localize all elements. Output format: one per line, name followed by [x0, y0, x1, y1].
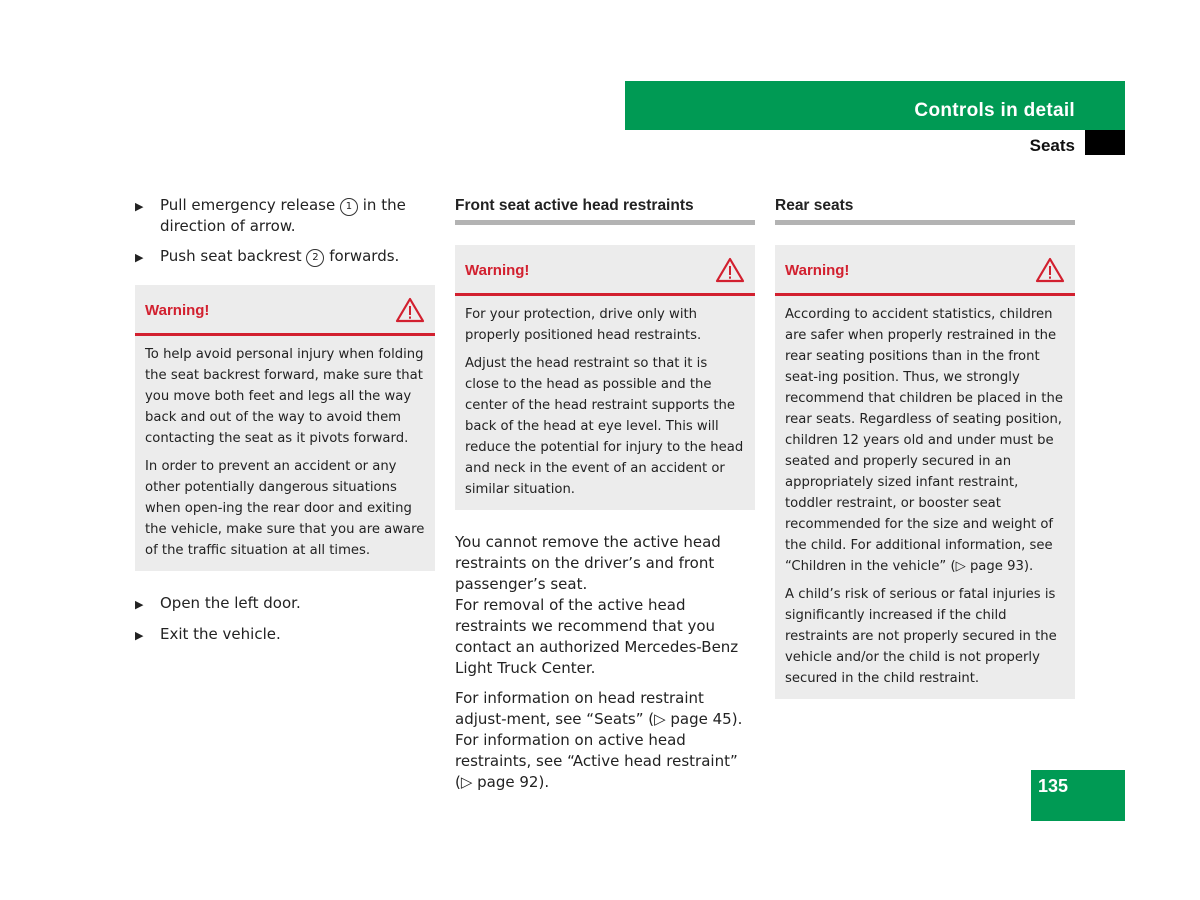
step-text: Pull emergency release 1 in the direction of arrow. — [160, 196, 406, 235]
bullet-arrow-icon: ▶ — [135, 598, 144, 611]
warning-label: Warning! — [465, 261, 530, 279]
warning-triangle-icon — [715, 257, 745, 283]
bullet-arrow-icon: ▶ — [135, 251, 144, 264]
warning-paragraph: A child’s risk of serious or fatal injuries is significantly increased if the child restraints are not properly secured in the vehicle and/or the child is not properly secured in the child restraint. — [785, 587, 1057, 686]
warning-body — [775, 296, 1075, 699]
column-right — [775, 195, 1075, 721]
column-left — [135, 195, 435, 655]
instruction-step — [135, 246, 435, 268]
warning-paragraph: For your protection, drive only with properly positioned head restraints. — [465, 307, 702, 343]
warning-header — [775, 245, 1075, 296]
subsection-marker — [1085, 130, 1125, 155]
subsection-title: Seats — [1029, 136, 1075, 155]
warning-paragraph: In order to prevent an accident or any other potentially dangerous situations when open-ing the rear door and exiting the vehicle, make sure that you are aware of the traffic situation at all times. — [145, 459, 425, 558]
warning-box — [135, 285, 435, 571]
bullet-arrow-icon: ▶ — [135, 200, 144, 213]
warning-body — [455, 296, 755, 510]
section-title: Controls in detail — [914, 100, 1075, 121]
callout-marker: 2 — [306, 249, 324, 267]
callout-marker: 1 — [340, 198, 358, 216]
warning-label: Warning! — [785, 261, 850, 279]
warning-header — [135, 285, 435, 336]
instruction-step — [135, 195, 435, 237]
step-text: Open the left door. — [160, 594, 301, 612]
instruction-step — [135, 624, 435, 646]
warning-triangle-icon — [395, 297, 425, 323]
step-text: Push seat backrest 2 forwards. — [160, 247, 400, 265]
body-paragraph: For information on active head restraints, see “Active head restraint” (▷ page 92). — [455, 731, 738, 791]
warning-box — [455, 245, 755, 510]
warning-paragraph: Adjust the head restraint so that it is close to the head as possible and the center of the head restraint supports the back of the head at eye level. This will reduce the potential for injury to the head and neck in the event of an accident or similar situation. — [465, 356, 744, 497]
warning-box — [775, 245, 1075, 699]
warning-header — [455, 245, 755, 296]
warning-body — [135, 336, 435, 571]
column-middle — [455, 195, 755, 802]
instruction-step — [135, 593, 435, 615]
body-paragraph: For removal of the active head restraints we recommend that you contact an authorized Mercedes-Benz Light Truck Center. — [455, 596, 739, 677]
body-paragraph: For information on head restraint adjust-ment, see “Seats” (▷ page 45). — [455, 689, 743, 728]
page-number: 135 — [1038, 776, 1069, 796]
warning-paragraph: According to accident statistics, children are safer when properly restrained in the rear seating positions than in the front seat-ing position. Thus, we strongly recommend that children be placed in the rear seats. Regardless of seating position, children 12 years old and under must be seated and properly secured in an appropriately sized infant restraint, toddler restraint, or booster seat recommended for the size and weight of the child. For additional information, see “Children in the vehicle” (▷ page 93). — [785, 307, 1063, 574]
warning-paragraph: To help avoid personal injury when folding the seat backrest forward, make sure that you move both feet and legs all the way back and out of the way to avoid them contacting the seat as it pivots forward. — [145, 347, 424, 446]
warning-label: Warning! — [145, 301, 210, 319]
section-heading: Front seat active head restraints — [455, 197, 755, 225]
step-text: Exit the vehicle. — [160, 625, 281, 643]
section-heading: Rear seats — [775, 197, 1075, 225]
body-paragraph: You cannot remove the active head restraints on the driver’s and front passenger’s seat. — [455, 533, 721, 593]
bullet-arrow-icon: ▶ — [135, 629, 144, 642]
warning-triangle-icon — [1035, 257, 1065, 283]
